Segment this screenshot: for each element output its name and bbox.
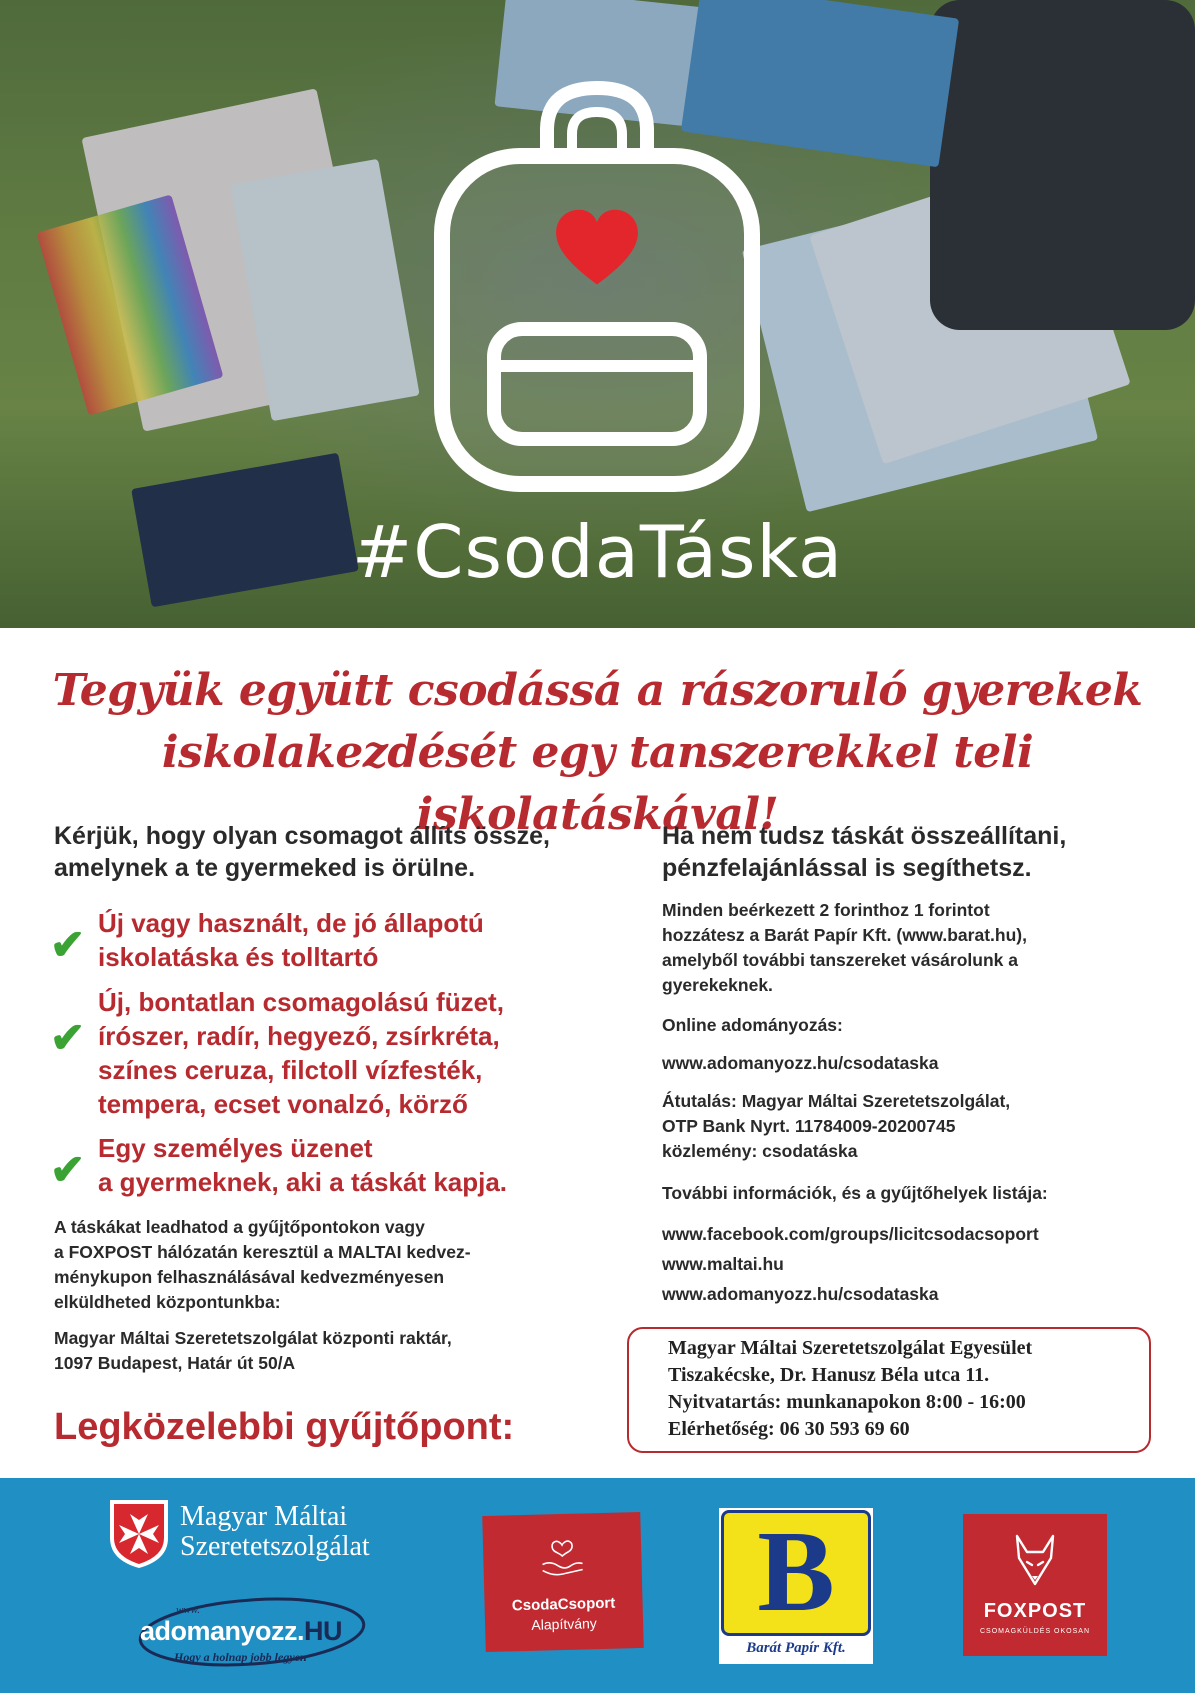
delivery-line: A táskákat leadhatod a gyűjtőpontokon vagy [54,1217,425,1237]
barat-papir-logo [719,1508,873,1664]
maltai-name [180,1502,370,1562]
contact-phone: Elérhetőség: 06 30 593 69 60 [668,1418,910,1440]
local-contact-box [627,1327,1151,1453]
maltai-link[interactable]: www.maltai.hu [662,1254,784,1274]
matching-line: amelyből további tanszereket vásárolunk a [662,950,1018,970]
transfer-line: Átutalás: Magyar Máltai Szeretetszolgálat, [662,1091,1011,1111]
adomanyozz-link[interactable]: www.adomanyozz.hu/csodataska [662,1284,939,1304]
adomanyozz-name-hu: HU [304,1616,343,1646]
csodacsoport-name: CsodaCsoport [511,1594,616,1615]
delivery-line: ménykupon felhasználásával kedvezményesen [54,1267,445,1287]
delivery-line: elküldheted központunkba: [54,1292,281,1312]
adomanyozz-logo [134,1590,374,1670]
csodacsoport-logo [482,1512,644,1652]
list-item-line: iskolatáska és tolltartó [98,942,379,972]
checkmark-icon: ✔ [50,1146,86,1193]
online-donation-link[interactable]: www.adomanyozz.hu/csodataska [662,1053,939,1073]
csodacsoport-subtitle: Alapítvány [531,1615,597,1633]
list-item-line: a gyermeknek, aki a táskát kapja. [98,1167,508,1197]
foxpost-name: FOXPOST [983,1600,1087,1622]
hands-heart-icon [540,1539,585,1580]
right-lead-line-2: pénzfelajánlással is segíthetsz. [662,854,1032,882]
list-item-line: színes ceruza, filctoll vízfesték, [98,1055,483,1085]
contact-organisation: Magyar Máltai Szeretetszolgálat Egyesület [668,1337,1033,1359]
list-item-text [98,985,638,1121]
list-item-line: Új, bontatlan csomagolású füzet, [98,987,504,1017]
heart-icon [552,208,642,288]
list-item-line: Új vagy használt, de jó állapotú [98,908,484,938]
hero-banner [0,0,1195,628]
maltai-name-line: Magyar Máltai [180,1501,348,1532]
right-lead-text [662,820,1162,884]
list-item-line: tempera, ecset vonalzó, körző [98,1089,468,1119]
delivery-line: a FOXPOST hálózatán keresztül a MALTAI kedvez- [54,1242,471,1262]
adomanyozz-www: www. [176,1604,200,1616]
barat-name: Barát Papír Kft. [746,1640,846,1656]
list-item-line: Egy személyes üzenet [98,1133,373,1163]
warehouse-address [54,1326,614,1376]
matching-line: Minden beérkezett 2 forinthoz 1 forintot [662,900,990,920]
maltai-name-line: Szeretetszolgálat [180,1531,370,1562]
delivery-info [54,1215,594,1315]
adomanyozz-name [140,1616,342,1647]
more-info-label: További információk, és a gyűjtőhelyek listája: [662,1183,1048,1203]
adomanyozz-name-main: adomanyozz. [140,1616,305,1646]
list-item [50,985,630,1125]
list-item-text [98,1131,638,1199]
headline [30,660,1165,846]
headline-line-2: iskolakezdését egy tanszerekkel teli iskolatáskával! [161,727,1034,840]
maltai-logo [108,1498,408,1578]
matching-line: gyerekeknek. [662,975,773,995]
headline-line-1: Tegyük együtt csodássá a rászoruló gyerekek [52,665,1143,716]
adomanyozz-tagline: Hogy a holnap jobb legyen [174,1650,307,1664]
list-item [50,1131,630,1201]
right-lead-line-1: Ha nem tudsz táskát összeállítani, [662,822,1067,850]
list-item-line: írószer, radír, hegyező, zsírkréta, [98,1021,500,1051]
left-lead-line-1: Kérjük, hogy olyan csomagot állíts össze, [54,822,550,850]
checkmark-icon: ✔ [50,921,86,968]
matching-line: hozzátesz a Barát Papír Kft. (www.barat.hu), [662,925,1027,945]
sponsor-footer [0,1478,1195,1693]
foxpost-logo [963,1514,1107,1656]
online-donation-label: Online adományozás: [662,1015,843,1035]
matching-donation-text [662,898,1172,998]
warehouse-line: Magyar Máltai Szeretetszolgálat központi raktár, [54,1328,452,1348]
barat-badge [721,1510,871,1636]
bank-transfer-info [662,1089,1172,1164]
contact-address: Tiszakécske, Dr. Hanusz Béla utca 11. [668,1364,990,1386]
left-lead-line-2: amelynek a te gyermeked is örülne. [54,854,476,882]
transfer-line: OTP Bank Nyrt. 11784009-20200745 [662,1116,956,1136]
maltese-cross-icon [108,1498,170,1570]
facebook-link[interactable]: www.facebook.com/groups/licitcsodacsoport [662,1224,1039,1244]
nearest-collection-point-heading: Legközelebbi gyűjtőpont: [54,1406,515,1448]
list-item-text [98,906,638,974]
barat-letter: B [757,1508,835,1636]
warehouse-line: 1097 Budapest, Határ út 50/A [54,1353,296,1373]
campaign-hashtag: #CsodaTáska [351,510,844,594]
left-lead-text [54,820,644,884]
checkmark-icon: ✔ [50,1014,86,1061]
fox-icon [1013,1534,1057,1586]
transfer-line: közlemény: csodatáska [662,1141,858,1161]
list-item [50,906,630,976]
foxpost-tagline: CSOMAGKÜLDÉS OKOSAN [979,1628,1091,1635]
contact-opening-hours: Nyitvatartás: munkanapokon 8:00 - 16:00 [668,1391,1026,1413]
